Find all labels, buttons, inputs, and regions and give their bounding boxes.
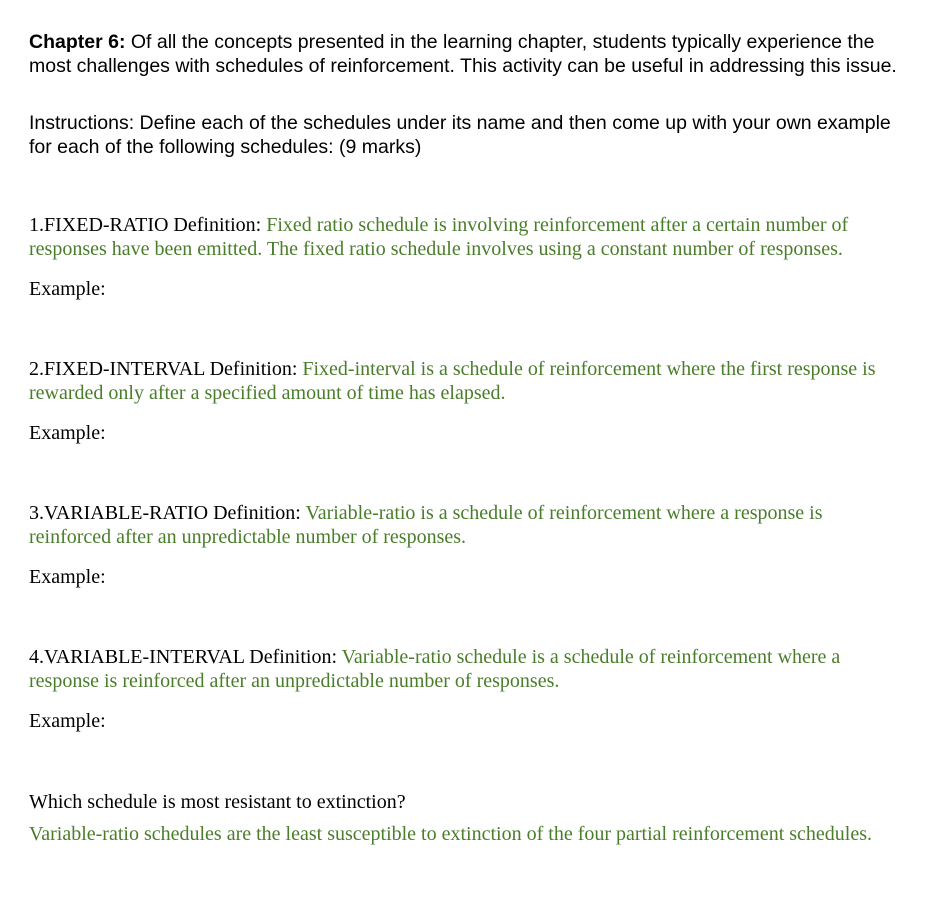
example-label: Example: xyxy=(29,566,106,588)
schedule-fixed-interval xyxy=(29,357,899,445)
document-page xyxy=(29,30,899,846)
definition-answer: Variable-ratio schedule is a schedule of reinforcement where a response is reinforced after an unpredictable number of responses. xyxy=(29,646,841,692)
example-label: Example: xyxy=(29,422,106,444)
instructions-paragraph: Instructions: Define each of the schedules under its name and then come up with your own example for each of the following schedules: (9 marks) xyxy=(29,112,891,158)
example-label: Example: xyxy=(29,278,106,300)
intro-text: Of all the concepts presented in the learning chapter, students typically experience the most challenges with schedules of reinforcement. This activity can be useful in addressing this issue. xyxy=(29,31,897,77)
extinction-answer: Variable-ratio schedules are the least susceptible to extinction of the four partial reinforcement schedules. xyxy=(29,823,873,845)
definition-answer: Fixed ratio schedule is involving reinforcement after a certain number of responses have been emitted. The fixed ratio schedule involves using a constant number of responses. xyxy=(29,214,849,260)
schedule-variable-ratio xyxy=(29,501,899,589)
schedule-heading: 1.FIXED-RATIO Definition: xyxy=(29,214,267,236)
schedule-variable-interval xyxy=(29,645,899,733)
schedule-definition xyxy=(29,645,899,693)
schedule-definition xyxy=(29,501,899,549)
extinction-question: Which schedule is most resistant to extinction? xyxy=(29,791,406,813)
schedule-heading: 4.VARIABLE-INTERVAL Definition: xyxy=(29,646,342,668)
intro-paragraph xyxy=(29,30,899,78)
schedule-heading: 3.VARIABLE-RATIO Definition: xyxy=(29,502,306,524)
definition-answer: Variable-ratio is a schedule of reinforcement where a response is reinforced after an unpredictable number of responses. xyxy=(29,502,823,548)
schedule-fixed-ratio xyxy=(29,213,899,301)
schedule-definition xyxy=(29,357,899,405)
definition-answer: Fixed-interval is a schedule of reinforcement where the first response is rewarded only after a specified amount of time has elapsed. xyxy=(29,358,876,404)
schedule-heading: 2.FIXED-INTERVAL Definition: xyxy=(29,358,303,380)
example-label: Example: xyxy=(29,710,106,732)
chapter-label: Chapter 6: xyxy=(29,31,126,53)
schedule-definition xyxy=(29,213,899,261)
